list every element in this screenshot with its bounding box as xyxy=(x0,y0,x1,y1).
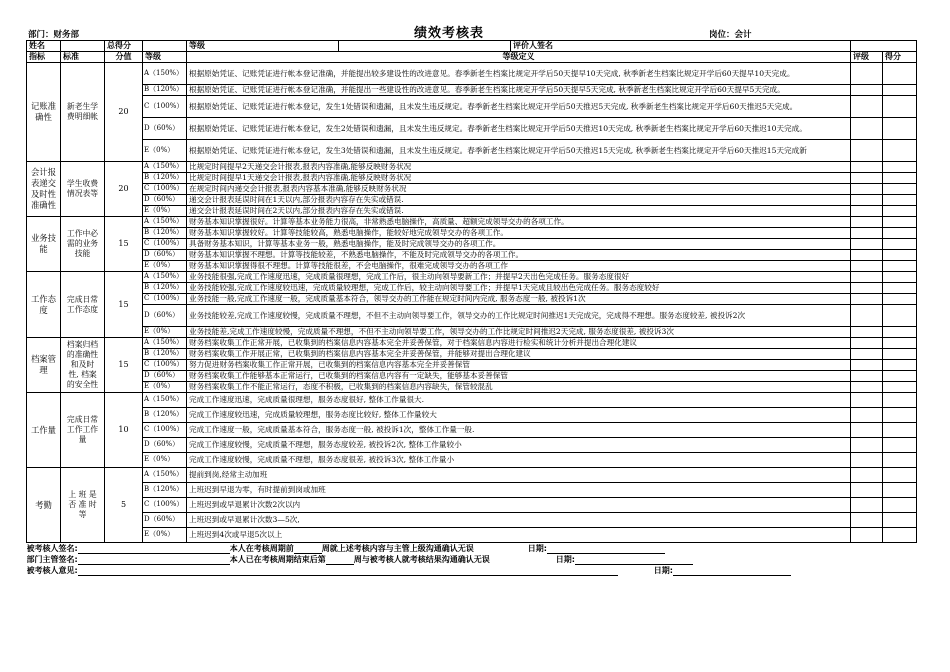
grade-level: B（120%） xyxy=(143,85,187,96)
supervisor-sign-label: 部门主管签名: xyxy=(26,555,78,564)
supervisor-date-label: 日期: xyxy=(555,555,575,564)
rating-cell[interactable] xyxy=(851,513,883,528)
rating-cell[interactable] xyxy=(851,360,883,371)
grade-definition: 具备财务基本知识，计算等基本业务一般，熟悉电脑操作，能及时完成领导交办的各项工作。 xyxy=(187,239,851,250)
score-cell[interactable] xyxy=(883,305,917,327)
name-field[interactable] xyxy=(61,41,105,52)
evaluator-sign-field[interactable] xyxy=(851,41,917,52)
grade-row xyxy=(27,162,917,173)
grade-level: C（100%） xyxy=(143,360,187,371)
score-cell[interactable] xyxy=(883,327,917,338)
grade-row xyxy=(27,63,917,85)
page-title: 绩效考核表 xyxy=(414,26,485,41)
appraisee-opinion-field[interactable] xyxy=(78,566,618,576)
grade-row xyxy=(27,327,917,338)
grade-row xyxy=(27,338,917,349)
score-cell[interactable] xyxy=(883,438,917,453)
indicator-weight: 15 xyxy=(105,272,143,338)
grade-definition: 财务基本知识掌握不理想。计算等技能较差，不熟悉电脑操作，不能及时完成领导交办的各项工作。 xyxy=(187,250,851,261)
score-cell[interactable] xyxy=(883,173,917,184)
grade-row xyxy=(27,217,917,228)
grade-row xyxy=(27,371,917,382)
grade-row xyxy=(27,360,917,371)
col-definition: 等级定义 xyxy=(187,52,851,63)
score-cell[interactable] xyxy=(883,239,917,250)
indicator-weight: 10 xyxy=(105,393,143,468)
grade-level: E（0%） xyxy=(143,140,187,162)
score-cell[interactable] xyxy=(883,408,917,423)
grade-definition: 业务技能很强,完成工作速度迅速，完成质量很理想，完成工作后，很主动向领导要新工作；并提早2天出色完成任务。服务态度很好 xyxy=(187,272,851,283)
rating-cell[interactable] xyxy=(851,423,883,438)
col-score: 得分 xyxy=(883,52,917,63)
grade-row xyxy=(27,140,917,162)
rating-cell[interactable] xyxy=(851,217,883,228)
indicator-weight: 20 xyxy=(105,162,143,217)
grade-row xyxy=(27,393,917,408)
grade-row xyxy=(27,261,917,272)
grade-row xyxy=(27,305,917,327)
score-cell[interactable] xyxy=(883,382,917,393)
indicator-name: 业务技能 xyxy=(27,217,61,272)
indicator-name: 记账准确性 xyxy=(27,63,61,162)
score-cell[interactable] xyxy=(883,294,917,305)
grade-definition: 财务基本知识掌握较好。计算等技能较高，熟悉电脑操作，能较好地完成领导交办的各项工作。 xyxy=(187,228,851,239)
grade-definition: 提前到岗,经常主动加班 xyxy=(187,468,851,483)
score-cell[interactable] xyxy=(883,528,917,543)
supervisor-statement-b: 周与被考核人就考核结果沟通确认无误 xyxy=(353,555,490,564)
score-cell[interactable] xyxy=(883,393,917,408)
rating-cell[interactable] xyxy=(851,382,883,393)
grade-level: E（0%） xyxy=(143,206,187,217)
rating-cell[interactable] xyxy=(851,283,883,294)
assessment-table xyxy=(26,40,917,576)
score-cell[interactable] xyxy=(883,360,917,371)
indicator-name: 工作态度 xyxy=(27,272,61,338)
grade-row xyxy=(27,513,917,528)
rating-cell[interactable] xyxy=(851,393,883,408)
score-cell[interactable] xyxy=(883,85,917,96)
appraisee-date-field[interactable] xyxy=(547,544,665,554)
rating-cell[interactable] xyxy=(851,528,883,543)
grade-definition: 努力促进财务档案收集工作正常开展，已收集到的档案信息内容基本完全并妥善保管 xyxy=(187,360,851,371)
score-cell[interactable] xyxy=(883,228,917,239)
rating-cell[interactable] xyxy=(851,261,883,272)
grade-definition: 根据原始凭证、记账凭证进行帐本登记，发生3处错误和遗漏，且未发生违反规定。春季新老生档案比规定开学后50天推迟15天完成, 秋季新老生档案比规定开学后60天推迟15天完成新 xyxy=(187,140,851,162)
score-cell[interactable] xyxy=(883,349,917,360)
grade-definition: 业务技能差,完成工作速度较慢，完成质量不理想，不但不主动向领导要工作，领导交办的工作比规定时间推迟2天完成, 服务态度很差, 被投诉3次 xyxy=(187,327,851,338)
score-cell[interactable] xyxy=(883,195,917,206)
score-cell[interactable] xyxy=(883,118,917,140)
score-cell[interactable] xyxy=(883,63,917,85)
footer xyxy=(27,543,917,577)
rating-cell[interactable] xyxy=(851,498,883,513)
appraisee-sign-field[interactable] xyxy=(78,544,230,554)
grade-level: A（150%） xyxy=(143,162,187,173)
indicator-name: 档案管理 xyxy=(27,338,61,393)
grade-definition: 上班迟到早退为零，有时提前到岗或加班 xyxy=(187,483,851,498)
score-cell[interactable] xyxy=(883,272,917,283)
grade-definition: 上班迟到或早退累计次数2次以内 xyxy=(187,498,851,513)
grade-definition: 在规定时间内递交会计报表,报表内容基本准确,能够反映财务状况 xyxy=(187,184,851,195)
grade-level: D（60%） xyxy=(143,195,187,206)
grade-definition: 财务档案收集工作正常开展，已收集到的档案信息内容基本完全并妥善保管，对于档案信息内容进行检实和统计分析并提出合理化建议 xyxy=(187,338,851,349)
rating-cell[interactable] xyxy=(851,338,883,349)
supervisor-statement-a: 本人已在考核周期结束后第 xyxy=(229,555,326,564)
grade-definition: 财务档案收集工作不能正常运行，态度不积极，已收集到的档案信息内容缺失，保管较混乱 xyxy=(187,382,851,393)
grade-row xyxy=(27,349,917,360)
score-cell[interactable] xyxy=(883,513,917,528)
rating-cell[interactable] xyxy=(851,184,883,195)
grade-definition: 财务基本知识掌握得很不理想。计算等技能很差，不会电脑操作，很难完成领导交办的各项工作 xyxy=(187,261,851,272)
indicator-weight: 5 xyxy=(105,468,143,543)
indicator-standard: 档案归档的准确性和及时性, 档案的安全性 xyxy=(61,338,105,393)
rating-cell[interactable] xyxy=(851,349,883,360)
appraisee-statement-a: 本人在考核周期前 xyxy=(229,544,294,553)
rating-cell[interactable] xyxy=(851,371,883,382)
grade-field[interactable] xyxy=(339,41,511,52)
grade-level: A（150%） xyxy=(143,63,187,85)
rating-cell[interactable] xyxy=(851,453,883,468)
grade-row xyxy=(27,283,917,294)
grade-level: E（0%） xyxy=(143,327,187,338)
indicator-standard: 完成日常工作态度 xyxy=(61,272,105,338)
score-cell[interactable] xyxy=(883,261,917,272)
department-label: 部门：财务部 xyxy=(28,30,80,40)
grade-row xyxy=(27,468,917,483)
grade-level: C（100%） xyxy=(143,498,187,513)
grade-row xyxy=(27,184,917,195)
rating-cell[interactable] xyxy=(851,96,883,118)
grade-level: B（120%） xyxy=(143,483,187,498)
col-indicator: 指标 xyxy=(27,52,61,63)
rating-cell[interactable] xyxy=(851,294,883,305)
score-cell[interactable] xyxy=(883,453,917,468)
score-cell[interactable] xyxy=(883,140,917,162)
grade-row xyxy=(27,96,917,118)
grade-level: D（60%） xyxy=(143,513,187,528)
grade-level: D（60%） xyxy=(143,371,187,382)
grade-level: C（100%） xyxy=(143,423,187,438)
grade-definition: 比规定时间提早2天递交会计报表,报表内容准确,能够反映财务状况 xyxy=(187,162,851,173)
indicator-weight: 20 xyxy=(105,63,143,162)
grade-level: C（100%） xyxy=(143,184,187,195)
grade-level: D（60%） xyxy=(143,118,187,140)
grade-definition: 递交会计报表延误时间在1天以内,部分报表内容存在失实或错误. xyxy=(187,195,851,206)
grade-row xyxy=(27,250,917,261)
grade-definition: 上班迟到4次或早退5次以上 xyxy=(187,528,851,543)
grade-row xyxy=(27,195,917,206)
grade-level: C（100%） xyxy=(143,239,187,250)
header xyxy=(26,22,916,40)
footer-row-appraisee xyxy=(27,543,917,555)
footer-row-opinion xyxy=(27,565,917,576)
grade-definition: 完成工作速度迅速，完成质量很理想，服务态度很好, 整体工作量很大. xyxy=(187,393,851,408)
rating-cell[interactable] xyxy=(851,272,883,283)
rating-cell[interactable] xyxy=(851,118,883,140)
rating-cell[interactable] xyxy=(851,327,883,338)
grade-level: E（0%） xyxy=(143,453,187,468)
grade-level: A（150%） xyxy=(143,217,187,228)
grade-level: D（60%） xyxy=(143,250,187,261)
indicator-standard: 完成日常工作工作量 xyxy=(61,393,105,468)
grade-level: E（0%） xyxy=(143,261,187,272)
grade-level: B（120%） xyxy=(143,173,187,184)
grade-level: B（120%） xyxy=(143,349,187,360)
grade-level: D（60%） xyxy=(143,305,187,327)
indicator-weight: 15 xyxy=(105,217,143,272)
grade-level: E（0%） xyxy=(143,528,187,543)
grade-row xyxy=(27,438,917,453)
indicator-name: 考勤 xyxy=(27,468,61,543)
info-row xyxy=(27,41,917,52)
grade-row xyxy=(27,483,917,498)
total-score-label: 总得分 xyxy=(105,41,143,52)
grade-row xyxy=(27,382,917,393)
opinion-date-label: 日期: xyxy=(653,566,673,575)
grade-row xyxy=(27,228,917,239)
grade-definition: 业务技能较差,完成工作速度较慢，完成质量不理想，不但不主动向领导要工作，领导交办的工作比规定时间推迟1天完成完，完成得不理想。服务态度较差, 被投诉2次 xyxy=(187,305,851,327)
supervisor-weeks-field[interactable] xyxy=(326,555,354,565)
score-cell[interactable] xyxy=(883,217,917,228)
grade-level: C（100%） xyxy=(143,96,187,118)
rating-cell[interactable] xyxy=(851,408,883,423)
grade-level: E（0%） xyxy=(143,382,187,393)
rating-cell[interactable] xyxy=(851,140,883,162)
appraisee-opinion-label: 被考核人意见: xyxy=(26,566,78,575)
grade-definition: 财务档案收集工作能够基本正常运行，已收集到的档案信息内容有一定缺失，能够基本妥善保管 xyxy=(187,371,851,382)
appraisee-weeks-field[interactable] xyxy=(294,544,322,554)
supervisor-sign-field[interactable] xyxy=(78,555,230,565)
grade-definition: 比规定时间提早1天递交会计报表,报表内容准确,能够反映财务状况 xyxy=(187,173,851,184)
col-rating: 评级 xyxy=(851,52,883,63)
indicator-standard: 新老生学费明细帐 xyxy=(61,63,105,162)
grade-row xyxy=(27,239,917,250)
grade-definition: 业务技能较强,完成工作速度较迅速，完成质量较理想，完成工作后，较主动向领导要工作；并提早1天完成且较出色完成任务。服务态度较好 xyxy=(187,283,851,294)
score-cell[interactable] xyxy=(883,483,917,498)
column-header-row xyxy=(27,52,917,63)
rating-cell[interactable] xyxy=(851,85,883,96)
grade-definition: 上班迟到或早退累计次数3—5次, xyxy=(187,513,851,528)
grade-row xyxy=(27,423,917,438)
grade-row xyxy=(27,206,917,217)
evaluator-sign-label: 评价人签名 xyxy=(511,41,851,52)
rating-cell[interactable] xyxy=(851,483,883,498)
grade-level: A（150%） xyxy=(143,393,187,408)
grade-row xyxy=(27,118,917,140)
grade-definition: 根据原始凭证、记账凭证进行帐本登记，发生2处错误和遗漏，且未发生违反规定。春季新老生档案比规定开学后50天推迟10天完成, 秋季新老生档案比规定开学后60天推迟10天完成。 xyxy=(187,118,851,140)
grade-definition: 根据原始凭证、记账凭证进行帐本登记准确，并能提出一些建设性的改进意见。春季新老生档案比规定开学后50天提早5天完成, 秋季新老生档案比规定开学后60天提早5天完成。 xyxy=(187,85,851,96)
score-cell[interactable] xyxy=(883,206,917,217)
grade-row xyxy=(27,173,917,184)
rating-cell[interactable] xyxy=(851,162,883,173)
rating-cell[interactable] xyxy=(851,468,883,483)
score-cell[interactable] xyxy=(883,498,917,513)
grade-definition: 完成工作速度一般，完成质量基本符合，服务态度一般, 被投诉1次，整体工作量一般. xyxy=(187,423,851,438)
grade-definition: 根据原始凭证、记账凭证进行帐本登记准确，并能提出较多建设性的改进意见。春季新老生档案比规定开学后50天提早10天完成, 秋季新老生档案比规定开学后60天提早10天完成。 xyxy=(187,63,851,85)
grade-row xyxy=(27,453,917,468)
opinion-date-field[interactable] xyxy=(673,566,791,576)
grade-row xyxy=(27,85,917,96)
rating-cell[interactable] xyxy=(851,206,883,217)
score-cell[interactable] xyxy=(883,371,917,382)
rating-cell[interactable] xyxy=(851,239,883,250)
grade-level: D（60%） xyxy=(143,438,187,453)
score-cell[interactable] xyxy=(883,468,917,483)
grade-level: B（120%） xyxy=(143,283,187,294)
grade-label: 等级 xyxy=(187,41,339,52)
grade-row xyxy=(27,272,917,283)
indicator-name: 工作量 xyxy=(27,393,61,468)
score-cell[interactable] xyxy=(883,184,917,195)
grade-row xyxy=(27,408,917,423)
indicator-name: 会计报表递交及时性准确性 xyxy=(27,162,61,217)
grade-definition: 财务基本知识掌握很好。计算等基本业务能力很高，非常熟悉电脑操作，高质量、超额完成领导交办的各项工作。 xyxy=(187,217,851,228)
rating-cell[interactable] xyxy=(851,195,883,206)
grade-level: B（120%） xyxy=(143,408,187,423)
indicator-standard: 上 班 是否 准 时等 xyxy=(61,468,105,543)
score-cell[interactable] xyxy=(883,250,917,261)
grade-definition: 财务档案收集工作开展正常，已收集到的档案信息内容基本完全并妥善保管，并能够对提出合理化建议 xyxy=(187,349,851,360)
score-cell[interactable] xyxy=(883,338,917,349)
grade-definition: 完成工作速度较慢，完成质量不理想，服务态度较差, 被投诉2次, 整体工作量较小 xyxy=(187,438,851,453)
rating-cell[interactable] xyxy=(851,228,883,239)
total-score-field[interactable] xyxy=(143,41,187,52)
rating-cell[interactable] xyxy=(851,63,883,85)
indicator-weight: 15 xyxy=(105,338,143,393)
footer-row-supervisor xyxy=(27,554,917,565)
grade-definition: 业务技能一般,完成工作速度一般，完成质量基本符合，领导交办的工作能在规定时间内完成, 服务态度一般, 被投诉1次 xyxy=(187,294,851,305)
appraisee-sign-label: 被考核人签名: xyxy=(26,544,78,553)
grade-definition: 完成工作速度较慢，完成质量不理想，服务态度很差, 被投诉3次, 整体工作量小 xyxy=(187,453,851,468)
grade-level: C（100%） xyxy=(143,294,187,305)
grade-row xyxy=(27,294,917,305)
appraisee-date-label: 日期: xyxy=(527,544,547,553)
rating-cell[interactable] xyxy=(851,305,883,327)
col-standard: 标准 xyxy=(61,52,105,63)
grade-row xyxy=(27,498,917,513)
indicator-standard: 工作中必需的业务技能 xyxy=(61,217,105,272)
score-cell[interactable] xyxy=(883,283,917,294)
indicator-standard: 学生收费情况表等 xyxy=(61,162,105,217)
grade-definition: 递交会计报表延误时间在2天以内,部分报表内容存在失实或错误. xyxy=(187,206,851,217)
col-level: 等级 xyxy=(143,52,187,63)
rating-cell[interactable] xyxy=(851,250,883,261)
position-label: 岗位：会计 xyxy=(709,30,752,40)
name-label: 姓名 xyxy=(27,41,61,52)
grade-level: A（150%） xyxy=(143,468,187,483)
supervisor-date-field[interactable] xyxy=(575,555,693,565)
grade-definition: 完成工作速度较迅速，完成质量较理想，服务态度比较好, 整体工作量较大 xyxy=(187,408,851,423)
appraisee-statement-b: 周就上述考核内容与主管上级沟通确认无误 xyxy=(321,544,474,553)
score-cell[interactable] xyxy=(883,423,917,438)
rating-cell[interactable] xyxy=(851,438,883,453)
grade-definition: 根据原始凭证、记账凭证进行帐本登记，发生1处错误和遗漏，且未发生违反规定。春季新老生档案比规定开学后50天推迟5天完成, 秋季新老生档案比规定开学后60天推迟5天完成。 xyxy=(187,96,851,118)
score-cell[interactable] xyxy=(883,162,917,173)
col-weight: 分值 xyxy=(105,52,143,63)
grade-level: A（150%） xyxy=(143,338,187,349)
score-cell[interactable] xyxy=(883,96,917,118)
grade-level: B（120%） xyxy=(143,228,187,239)
grade-row xyxy=(27,528,917,543)
rating-cell[interactable] xyxy=(851,173,883,184)
grade-level: A（150%） xyxy=(143,272,187,283)
